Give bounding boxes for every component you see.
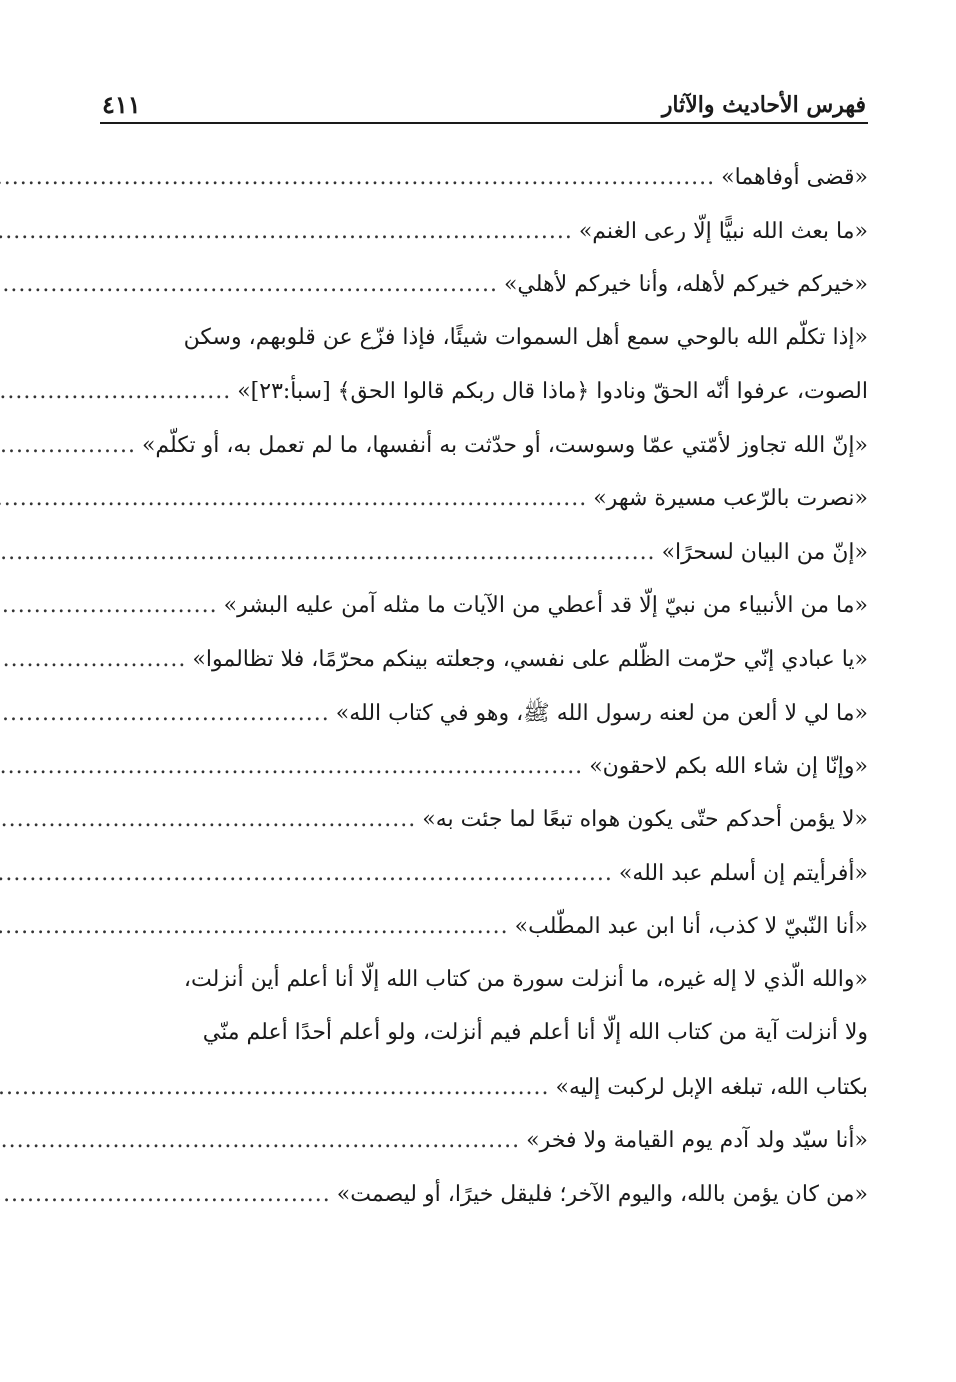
entry-row xyxy=(100,539,868,593)
index-page xyxy=(100,88,868,1234)
index-entry xyxy=(100,913,868,967)
entry-row xyxy=(100,271,868,325)
entry-text: الصوت، عرفوا أنّه الحقّ ونادوا ﴿ماذا قال ربكم قالوا الحق﴾ [سبأ:٢٣]» xyxy=(237,379,868,404)
entry-row xyxy=(100,860,868,914)
running-title: فهرس الأحاديث والآثار xyxy=(661,92,866,118)
leader-dots xyxy=(0,1182,331,1207)
entry-row xyxy=(100,699,868,753)
entry-row xyxy=(100,1127,868,1181)
entry-row xyxy=(100,1181,868,1235)
leader-dots xyxy=(0,1075,550,1100)
leader-dots xyxy=(0,914,509,939)
index-entry xyxy=(100,164,868,218)
leader-dots xyxy=(0,807,416,832)
leader-dots xyxy=(0,272,498,297)
entry-text: بكتاب الله، تبلغه الإبل لركبت إليه» xyxy=(555,1074,868,1100)
entry-text: «من كان يؤمن بالله، واليوم الآخر؛ فليقل خيرًا، أو ليصمت» xyxy=(336,1181,868,1207)
entry-row xyxy=(100,164,868,218)
entry-row xyxy=(100,432,868,486)
leader-dots xyxy=(0,486,587,511)
entry-text-line: «والله الّذي لا إله غيره، ما أنزلت سورة من كتاب الله إلّا أنا أعلم أين أنزلت، xyxy=(183,966,868,992)
entry-text: «نصرت بالرّعب مسيرة شهر» xyxy=(593,486,868,511)
entry-row xyxy=(100,913,868,967)
entry-row xyxy=(100,378,868,432)
leader-dots xyxy=(0,540,656,565)
entry-text: «وإنّا إن شاء الله بكم لاحقون» xyxy=(589,753,868,779)
entry-text: «ما لي لا ألعن من لعنه رسول الله ﷺ، وهو في كتاب الله» xyxy=(335,701,868,726)
entry-text: «أنا النّبيّ لا كذب، أنا ابن عبد المطّلب» xyxy=(514,914,868,939)
entry-text: «أنا سيّد ولد آدم يوم القيامة ولا فخر» xyxy=(526,1128,868,1153)
entry-text: «إنّ من البيان لسحرًا» xyxy=(661,539,868,565)
entry-row xyxy=(100,646,868,700)
index-entry xyxy=(100,753,868,807)
entry-row xyxy=(100,485,868,539)
leader-dots xyxy=(0,593,218,618)
page-header xyxy=(100,88,868,124)
entry-text: «يا عبادي إنّي حرّمت الظّلم على نفسي، وجعلته بينكم محرّمًا، فلا تظالموا» xyxy=(192,646,868,672)
leader-dots xyxy=(0,701,330,726)
leader-dots xyxy=(0,754,583,779)
leader-dots xyxy=(0,647,186,672)
page-number: ٤١١ xyxy=(102,90,141,119)
leader-dots xyxy=(0,165,715,190)
index-entry xyxy=(100,967,868,1128)
entry-text: «ما من الأنبياء من نبيّ إلّا قد أعطي من الآيات ما مثله آمن عليه البشر» xyxy=(223,593,868,618)
index-entry xyxy=(100,325,868,432)
index-entry xyxy=(100,432,868,486)
index-entry xyxy=(100,699,868,753)
leader-dots xyxy=(0,379,231,404)
entry-text: «قضى أوفاهما» xyxy=(721,165,868,190)
index-entry xyxy=(100,1127,868,1181)
entry-text-line: «إذا تكلّم الله بالوحي سمع أهل السموات شيئًا، فإذا فزّع عن قلوبهم، وسكن xyxy=(183,324,868,350)
entry-text: «خيركم خيركم لأهله، وأنا خيركم لأهلي» xyxy=(503,272,868,297)
entry-row xyxy=(100,1074,868,1128)
entry-row xyxy=(100,218,868,272)
entry-text: «لا يؤمن أحدكم حتّى يكون هواه تبعًا لما جئت به» xyxy=(422,807,868,832)
entry-row xyxy=(100,753,868,807)
index-entry xyxy=(100,806,868,860)
entry-row xyxy=(100,592,868,646)
leader-dots xyxy=(0,433,136,458)
hadith-index-list xyxy=(100,164,868,1234)
index-entry xyxy=(100,485,868,539)
entry-row xyxy=(100,806,868,860)
leader-dots xyxy=(0,861,613,886)
index-entry xyxy=(100,646,868,700)
index-entry xyxy=(100,1181,868,1235)
index-entry xyxy=(100,860,868,914)
entry-text: «ما بعث الله نبيًّا إلّا رعى الغنم» xyxy=(578,218,868,244)
entry-text-line: ولا أنزلت آية من كتاب الله إلّا أنا أعلم فيم أنزلت، ولو أعلم أحدًا أعلم منّي xyxy=(202,1020,868,1045)
entry-text: «إنّ الله تجاوز لأمّتي عمّا وسوست، أو حدّثت به أنفسها، ما لم تعمل به، أو تكلّم» xyxy=(141,432,868,458)
index-entry xyxy=(100,539,868,593)
leader-dots xyxy=(0,219,573,244)
leader-dots xyxy=(0,1128,520,1153)
entry-text: «أفرأيتم إن أسلم عبد الله» xyxy=(618,860,868,886)
index-entry xyxy=(100,592,868,646)
index-entry xyxy=(100,218,868,272)
index-entry xyxy=(100,271,868,325)
